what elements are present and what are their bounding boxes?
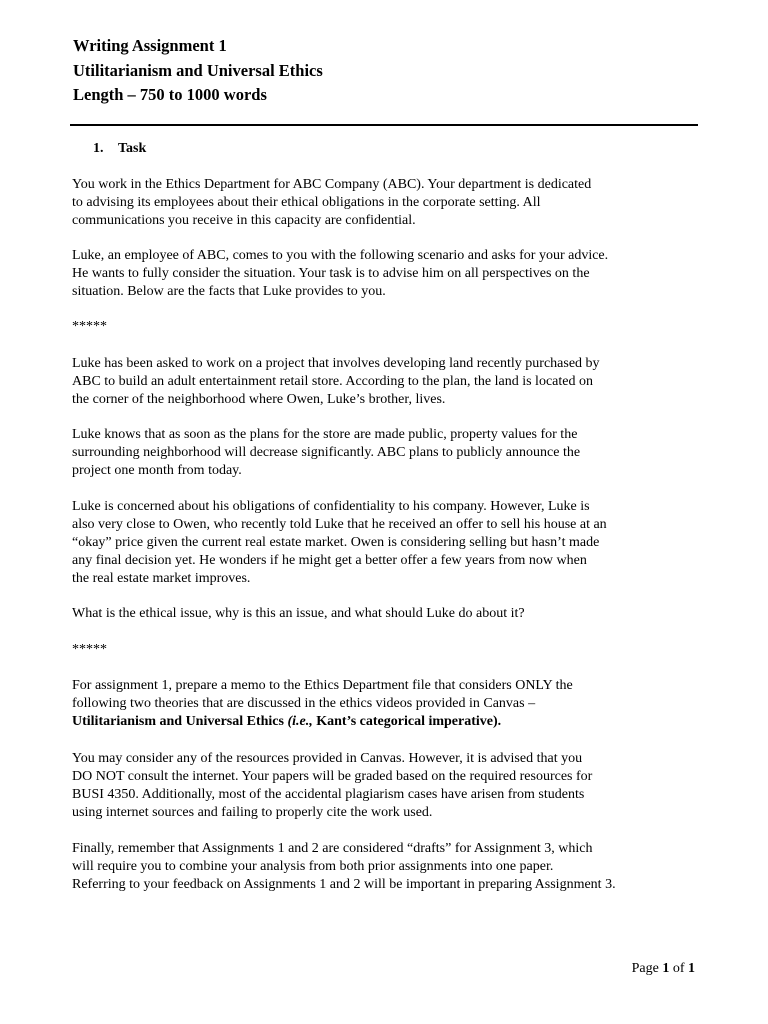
paragraph-line: will require you to combine your analysis from both prior assignments into one paper. (72, 859, 554, 874)
of-word: of (672, 961, 685, 976)
paragraph-line: Luke has been asked to work on a project that involves developing land recently purchased by (72, 356, 600, 371)
paragraph-line: project one month from today. (72, 463, 242, 478)
paragraph-line: the real estate market improves. (72, 571, 251, 586)
section-heading (93, 140, 146, 158)
paragraph-line: also very close to Owen, who recently told Luke that he received an offer to sell his house at an (72, 517, 607, 532)
page-number (632, 960, 695, 978)
italic-text: (i.e., (287, 714, 313, 729)
bold-text: Utilitarianism and Universal Ethics (72, 714, 288, 729)
paragraph-line: any final decision yet. He wonders if he might get a better offer a few years from now when (72, 553, 587, 568)
paragraph-line: situation. Below are the facts that Luke provides to you. (72, 284, 386, 299)
document-length: Length – 750 to 1000 words (73, 85, 267, 104)
paragraph (72, 426, 682, 480)
paragraph-line: “okay” price given the current real estate market. Owen is considering selling but hasn’t made (72, 535, 600, 550)
question-paragraph (72, 605, 682, 623)
document-subtitle: Utilitarianism and Universal Ethics (73, 60, 323, 80)
paragraph-line: ***** (72, 642, 107, 657)
paragraph-line: For assignment 1, prepare a memo to the Ethics Department file that considers ONLY the (72, 678, 573, 693)
paragraph-line: using internet sources and failing to properly cite the work used. (72, 805, 433, 820)
paragraph-line: Referring to your feedback on Assignments 1 and 2 will be important in preparing Assignment 3. (72, 877, 616, 892)
paragraph-line: surrounding neighborhood will decrease significantly. ABC plans to publicly announce the (72, 445, 581, 460)
section-title: Task (118, 141, 147, 156)
current-page: 1 (662, 961, 670, 976)
paragraph-line: You may consider any of the resources provided in Canvas. However, it is advised that you (72, 751, 583, 766)
paragraph-line: communications you receive in this capacity are confidential. (72, 213, 416, 228)
separator-stars (72, 641, 682, 659)
section-number: 1. (93, 141, 104, 156)
paragraph-line: ABC to build an adult entertainment retail store. According to the plan, the land is located on (72, 374, 593, 389)
paragraph-line: He wants to fully consider the situation. Your task is to advise him on all perspectives on the (72, 266, 590, 281)
paragraph-line: You work in the Ethics Department for ABC Company (ABC). Your department is dedicated (72, 177, 592, 192)
paragraph-line: Finally, remember that Assignments 1 and 2 are considered “drafts” for Assignment 3, which (72, 841, 593, 856)
bold-text (287, 714, 312, 729)
paragraph (72, 750, 682, 822)
paragraph (72, 677, 682, 731)
bold-theories-line (72, 713, 682, 731)
paragraph (72, 840, 682, 894)
paragraph (72, 498, 682, 588)
document-title: Writing Assignment 1 (73, 36, 227, 55)
paragraph-line: BUSI 4350. Additionally, most of the accidental plagiarism cases have arisen from students (72, 787, 585, 802)
paragraph-line: Luke is concerned about his obligations of confidentiality to his company. However, Luke is (72, 499, 590, 514)
paragraph-line: Luke, an employee of ABC, comes to you with the following scenario and asks for your advice. (72, 248, 609, 263)
paragraph-line: What is the ethical issue, why is this an issue, and what should Luke do about it? (72, 606, 525, 621)
paragraph (72, 355, 682, 409)
total-pages: 1 (688, 961, 695, 976)
paragraph-line: ***** (72, 319, 107, 334)
paragraph-line: to advising its employees about their ethical obligations in the corporate setting. All (72, 195, 541, 210)
paragraph (72, 247, 682, 301)
paragraph-line: the corner of the neighborhood where Owen, Luke’s brother, lives. (72, 392, 446, 407)
paragraph-line: DO NOT consult the internet. Your papers will be graded based on the required resources for (72, 769, 593, 784)
document-header (73, 34, 323, 108)
separator-stars (72, 318, 682, 336)
page-word: Page (631, 961, 659, 976)
header-divider (70, 124, 698, 126)
paragraph-line: following two theories that are discussed in the ethics videos provided in Canvas – (72, 696, 536, 711)
bold-text: Kant’s categorical imperative). (312, 714, 502, 729)
paragraph-line: Luke knows that as soon as the plans for the store are made public, property values for the (72, 427, 578, 442)
paragraph (72, 176, 682, 230)
